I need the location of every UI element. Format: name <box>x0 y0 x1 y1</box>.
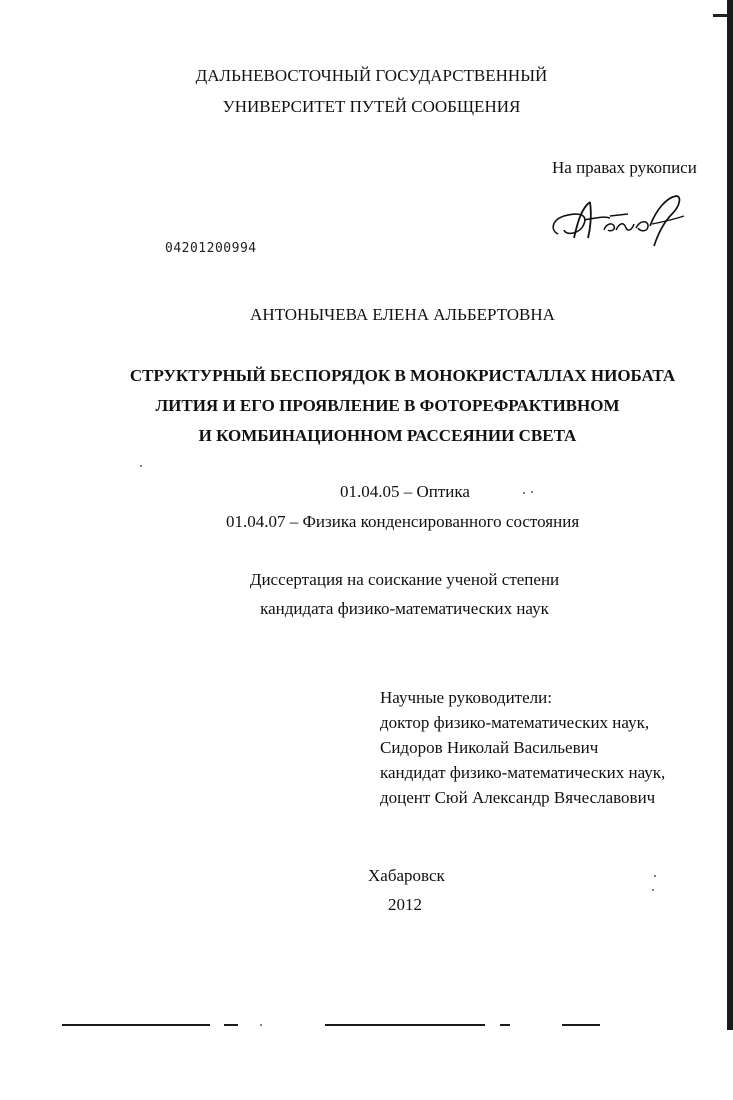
year: 2012 <box>388 895 422 914</box>
scan-speck <box>140 465 142 467</box>
university-name-line1: ДАЛЬНЕВОСТОЧНЫЙ ГОСУДАРСТВЕННЫЙ <box>195 66 548 85</box>
dissertation-title-line1: СТРУКТУРНЫЙ БЕСПОРЯДОК В МОНОКРИСТАЛЛАХ НИОБАТА <box>129 366 676 385</box>
scientific-advisors-block <box>380 688 665 813</box>
scan-bottom-artifact <box>224 1024 238 1026</box>
advisor2-name: доцент Сюй Александр Вячеславович <box>380 788 656 807</box>
advisor1-name: Сидоров Николай Васильевич <box>380 738 599 757</box>
scan-bottom-artifact <box>562 1024 600 1026</box>
scan-speck <box>652 889 654 891</box>
scan-bottom-artifact <box>325 1024 485 1026</box>
scan-bottom-artifact <box>500 1024 510 1026</box>
university-name-line2: УНИВЕРСИТЕТ ПУТЕЙ СООБЩЕНИЯ <box>222 97 521 116</box>
degree-line1: Диссертация на соискание ученой степени <box>249 570 560 589</box>
dissertation-title-line3: И КОМБИНАЦИОННОМ РАССЕЯНИИ СВЕТА <box>198 426 577 445</box>
registry-number: 04201200994 <box>165 241 257 256</box>
advisors-heading: Научные руководители: <box>380 688 552 707</box>
scan-speck <box>531 491 533 493</box>
author-name: АНТОНЫЧЕВА ЕЛЕНА АЛЬБЕРТОВНА <box>250 305 555 324</box>
scan-corner-artifact <box>713 0 727 17</box>
advisor1-degree: доктор физико-математических наук, <box>380 713 650 732</box>
manuscript-note: На правах рукописи <box>552 158 697 177</box>
advisor2-degree: кандидат физико-математических наук, <box>380 763 666 782</box>
degree-line2: кандидата физико-математических наук <box>260 599 549 618</box>
scan-speck <box>260 1024 262 1026</box>
scan-speck <box>654 875 656 877</box>
scan-bottom-artifact <box>62 1024 210 1026</box>
scan-edge-artifact <box>727 0 733 1030</box>
scan-speck <box>523 492 525 494</box>
specialty-optics: 01.04.05 – Оптика <box>340 482 470 501</box>
dissertation-title-line2: ЛИТИЯ И ЕГО ПРОЯВЛЕНИЕ В ФОТОРЕФРАКТИВНОМ <box>155 396 620 415</box>
handwritten-signature <box>544 190 694 250</box>
city: Хабаровск <box>368 866 445 885</box>
specialty-condensed-matter: 01.04.07 – Физика конденсированного состояния <box>226 512 580 531</box>
